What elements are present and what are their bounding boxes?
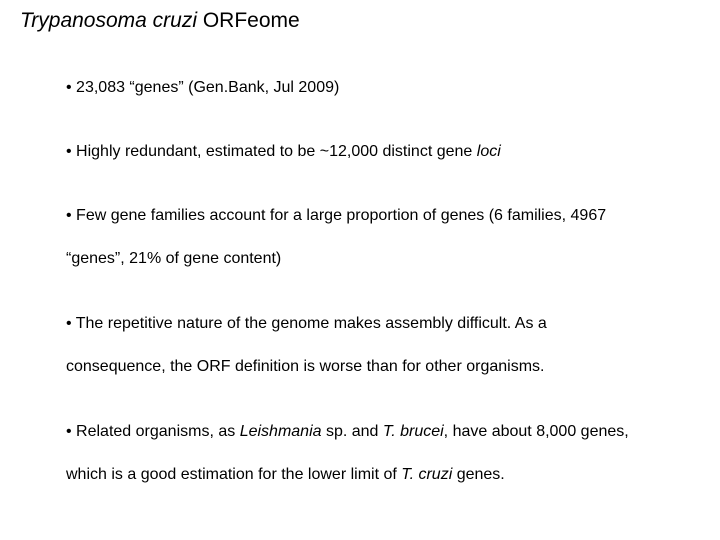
bullet-2-italic-term: loci bbox=[476, 143, 501, 160]
bullet-5-italic-brucei: T. brucei bbox=[382, 423, 444, 440]
bullet-2-line-1 bbox=[66, 141, 501, 163]
bullet-5-line-2-text-a: which is a good estimation for the lower limit of bbox=[66, 466, 402, 483]
bullet-5-italic-cruzi: T. cruzi bbox=[401, 466, 453, 483]
bullet-5-line-2-text-c: genes. bbox=[452, 466, 505, 483]
title-suffix: ORFeome bbox=[197, 9, 300, 32]
bullet-3-line-2: “genes”, 21% of gene content) bbox=[66, 250, 282, 267]
title-species-name: Trypanosoma cruzi bbox=[20, 9, 198, 32]
bullet-5-line-1 bbox=[66, 421, 629, 443]
bullet-1-line-1: • 23,083 “genes” (Gen.Bank, Jul 2009) bbox=[66, 79, 340, 96]
slide-title bbox=[20, 7, 300, 35]
bullet-5-text-c: sp. and bbox=[321, 423, 383, 440]
bullet-5-italic-leishmania: Leishmania bbox=[239, 423, 322, 440]
bullet-3-line-1: • Few gene families account for a large proportion of genes (6 families, 4967 bbox=[66, 207, 607, 224]
bullet-5-line-2 bbox=[66, 464, 505, 486]
bullet-5-text-e: , have about 8,000 genes, bbox=[443, 423, 629, 440]
bullet-4-line-1: • The repetitive nature of the genome makes assembly difficult. As a bbox=[66, 315, 547, 332]
bullet-4-line-2: consequence, the ORF definition is worse than for other organisms. bbox=[66, 358, 545, 375]
bullet-2-text: • Highly redundant, estimated to be ~12,000 distinct gene bbox=[66, 143, 477, 160]
bullet-5-text-a: • Related organisms, as bbox=[66, 423, 240, 440]
